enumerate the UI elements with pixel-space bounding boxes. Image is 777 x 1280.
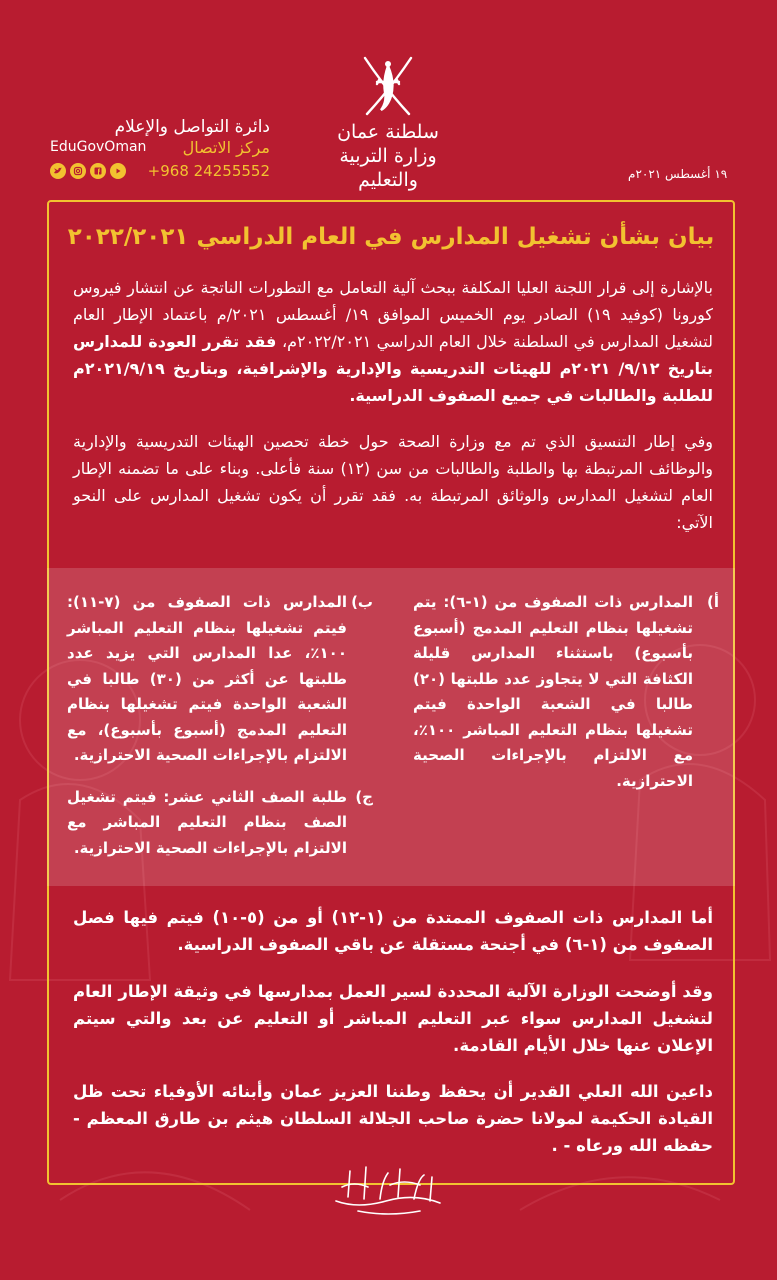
social-icons [50, 163, 126, 179]
item-b-mark: ب) [351, 593, 373, 611]
operation-modes-box [47, 568, 735, 886]
oman-emblem-icon [355, 52, 421, 124]
youtube-icon[interactable] [110, 163, 126, 179]
item-b [67, 590, 373, 769]
greeting-calligraphy [328, 1157, 448, 1219]
intro-paragraph [73, 274, 713, 409]
ministry-name [318, 120, 458, 192]
country-name: سلطنة عمان [337, 121, 439, 143]
column-b [67, 590, 373, 861]
ministry-title: وزارة التربية والتعليم [339, 145, 437, 191]
item-a [413, 590, 719, 794]
item-c-text: طلبة الصف الثاني عشر: فيتم تشغيل الصف بنظام التعليم المباشر مع الالتزام بالإجراءات الصحية الاحترازية. [67, 787, 347, 857]
item-c-mark: ج) [355, 787, 373, 806]
instagram-icon[interactable] [70, 163, 86, 179]
item-c [67, 785, 373, 862]
extended-grades-paragraph: أما المدارس ذات الصفوف الممتدة من (١-١٢) أو من (٥-١٠) فيتم فيها فصل الصفوف من (١-٦) في أجنحة مستقلة عن باقي الصفوف الدراسية. [73, 908, 714, 954]
coordination-paragraph: وفي إطار التنسيق الذي تم مع وزارة الصحة حول خطة تحصين الهيئات التدريسية والإدارية والوظائف المرتبطة بها والطلبة والطالبات من سن (١٢) سنة فأعلى. وبناء على ما تضمنه الإطار العام لتشغيل المدارس والوثائق المرتبطة به. فقد تقرر أن يكون تشغيل المدارس على النحو الآتي: [73, 432, 714, 532]
statement-date: ١٩ أغسطس ٢٠٢١م [628, 167, 728, 181]
intro-text: بالإشارة إلى قرار اللجنة العليا المكلفة ببحث آلية التعامل مع التطورات الناتجة عن انتشار فيروس كورونا (كوفيد ١٩) الصادر يوم الخميس الموافق ١٩/ أغسطس ٢٠٢١/م باعتماد الإطار العام لتشغيل المدارس في السلطنة خلال العام الدراسي ٢٠٢٢/٢٠٢١م، [73, 278, 713, 351]
greeting-text [328, 1157, 448, 1170]
framework-paragraph: وقد أوضحت الوزارة الآلية المحددة لسير العمل بمدارسها في وثيقة الإطار العام لتشغيل المدارس سواء عبر التعليم المباشر أو التعليم عن بعد والتي سيتم الإعلان عنها خلال الأيام القادمة. [73, 982, 713, 1055]
phone-number[interactable]: +968 24255552 [147, 162, 270, 180]
return-dates-text: فقد تقرر العودة للمدارس بتاريخ ٩/١٢/ ٢٠٢١م للهيئات التدريسية والإدارية والإشرافية، وبتاريخ ٢٠٢١/٩/١٩م للطلبة والطالبات في جميع الصفوف الدراسية. [73, 332, 713, 405]
item-a-mark: أ) [707, 593, 719, 611]
column-a [413, 590, 719, 794]
statement-card [47, 200, 735, 1185]
edu-handle[interactable]: EduGovOman [50, 139, 147, 155]
contact-block [50, 116, 270, 184]
item-b-text: المدارس ذات الصفوف من (٧-١١): فيتم تشغيلها بنظام التعليم المباشر ١٠٠٪، عدا المدارس التي يزيد عدد طلبتها عن أكثر من (٣٠) طالبا في الشعبة الواحدة فيتم تشغيلها بنظام التعليم المدمج (أسبوع بأسبوع)، مع الالتزام بالإجراءات الصحية الاحترازية. [67, 593, 347, 764]
closing-prayer-paragraph: داعين الله العلي القدير أن يحفظ وطننا العزيز عمان وأبنائه الأوفياء تحت ظل القيادة الحكيمة لمولانا حضرة صاحب الجلالة السلطان هيثم بن طارق المعظم - حفظه الله ورعاه - . [73, 1082, 713, 1155]
contact-center-label: مركز الاتصال [182, 138, 270, 157]
twitter-icon[interactable] [50, 163, 66, 179]
facebook-icon[interactable] [90, 163, 106, 179]
item-a-text: المدارس ذات الصفوف من (١-٦): يتم تشغيلها بنظام التعليم المدمج (أسبوع بأسبوع) باستثناء المدارس قليلة الكثافة التي لا يتجاوز عدد طلبتها (٢٠) طالبا في الشعبة الواحدة فيتم تشغيلها بنظام التعليم المباشر ١٠٠٪، مع الالتزام بالإجراءات الصحية الاحترازية. [413, 593, 693, 790]
statement-title: بيان بشأن تشغيل المدارس في العام الدراسي ٢٠٢٢/٢٠٢١ [67, 224, 715, 250]
department-name: دائرة التواصل والإعلام [114, 117, 270, 137]
